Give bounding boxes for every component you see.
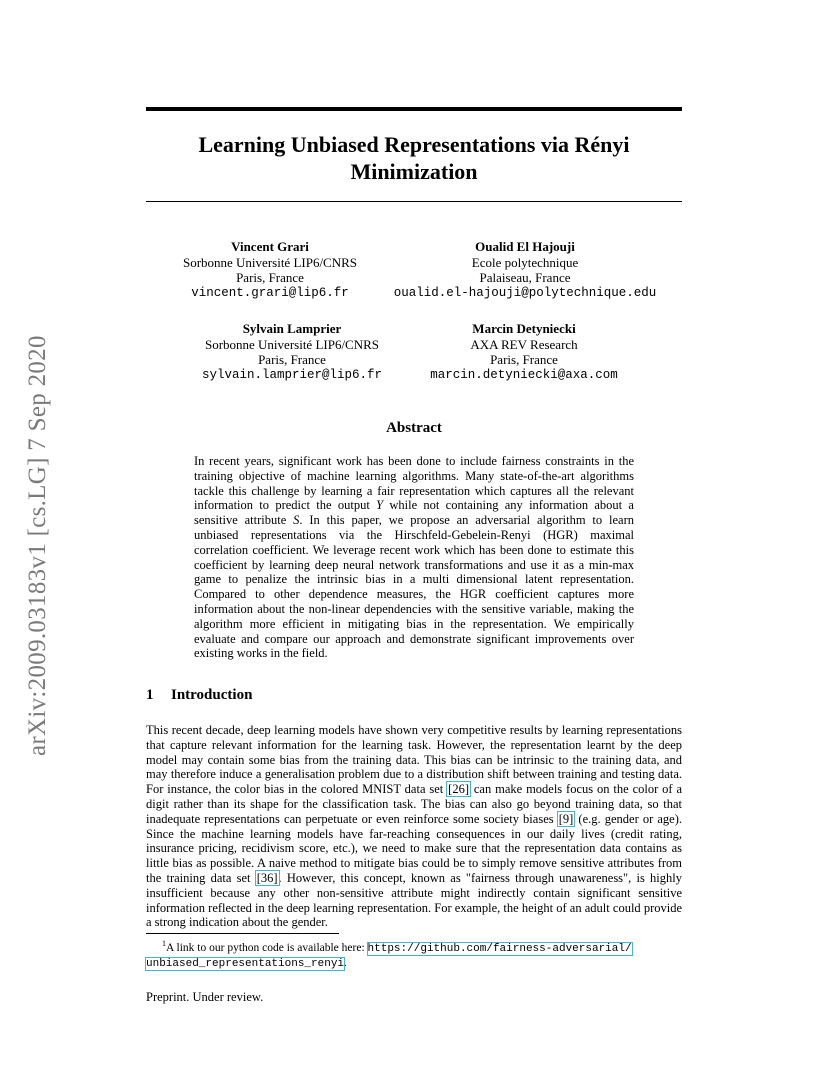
- paper-title: Learning Unbiased Representations via Rényi Minimization: [198, 132, 630, 184]
- citation-link[interactable]: [36]: [256, 870, 278, 885]
- footnote-text: A link to our python code is available here:: [166, 941, 368, 954]
- author-email[interactable]: sylvain.lamprier@lip6.fr: [201, 367, 383, 382]
- abstract-part: while not containing any information about a sensitive attribute: [194, 498, 634, 528]
- title-rule-bottom: [146, 201, 682, 202]
- abstract-part: In recent years, significant work has been done to include fairness constraints in the training objective of machine learning algorithms. Many state-of-the-art algorithms tackle this challenge by learning a fair representation which captures all the relevant information to predict the output: [194, 454, 634, 513]
- author-location: Palaiseau, France: [479, 270, 571, 285]
- author-affiliation: AXA REV Research: [470, 336, 578, 352]
- author-email[interactable]: vincent.grari@lip6.fr: [191, 285, 349, 300]
- author-block: [386, 239, 664, 301]
- author-location: Paris, France: [258, 352, 326, 367]
- body-part: . However, this concept, known as "fairness through unawareness", is highly insufficient because any other non-sensitive attribute might indirectly contain significant sensitive information reflected in the deep learning representation. For example, the height of an adult could provide a strong indication about the gender.: [146, 870, 682, 930]
- author-email[interactable]: marcin.detyniecki@axa.com: [430, 367, 618, 382]
- author-block: [420, 321, 628, 383]
- title-rule-top: [146, 107, 682, 111]
- author-name: Sylvain Lamprier: [242, 321, 342, 336]
- section-heading: [146, 687, 252, 704]
- author-block: [160, 239, 380, 301]
- author-name: Marcin Detyniecki: [472, 321, 576, 336]
- citation-link[interactable]: [9]: [558, 811, 574, 826]
- author-name: Oualid El Hajouji: [475, 239, 575, 254]
- author-location: Paris, France: [236, 270, 304, 285]
- citation-link[interactable]: [26]: [448, 782, 469, 797]
- author-affiliation: Sorbonne Université LIP6/CNRS: [204, 336, 380, 352]
- arxiv-stamp[interactable]: arXiv:2009.03183v1 [cs.LG] 7 Sep 2020: [24, 335, 51, 756]
- footnote-mark: 1: [162, 939, 166, 948]
- abstract-part: . In this paper, we propose an adversarial algorithm to learn unbiased representations via the Hirschfeld-Gebelein-Renyi (HGR) maximal correlation coefficient. We leverage recent work which has been done to estimate this coefficient by learning deep neural network transformations and use it as a min-max game to penalize the intrinsic bias in a multi dimensional latent representation. Compared to other dependence measures, the HGR coefficient captures more information about the non-linear dependencies with the sensitive variable, making the algorithm more efficient in mitigating bias in the representation. We empirically evaluate and compare our approach and demonstrate significant improvements over existing works in the field.: [194, 513, 634, 661]
- preprint-notice: Preprint. Under review.: [146, 990, 264, 1004]
- body-part: can make models focus on the color of a digit rather than its shape for the classification task. The bias can also go beyond training data, so that inadequate representations can perpetuate or even reinforce some society biases: [146, 782, 682, 826]
- author-block: [180, 321, 404, 383]
- footnote-rule: [146, 933, 339, 934]
- intro-paragraph: [146, 723, 682, 930]
- abstract-heading: Abstract: [386, 420, 442, 436]
- code-link[interactable]: unbiased_representations_renyi: [146, 957, 345, 970]
- math-variable-y: Y: [376, 498, 384, 513]
- footnote: [146, 937, 682, 971]
- section-number: 1: [146, 687, 154, 703]
- code-link[interactable]: https://github.com/fairness-adversarial/: [367, 942, 632, 955]
- author-affiliation: Sorbonne Université LIP6/CNRS: [182, 254, 358, 270]
- body-part: (e.g. gender or age). Since the machine learning models have far-reaching consequences in our daily lives (credit rating, insurance pricing, recidivism score, etc.), we need to make sure that the representation data contains as little bias as possible. A naive method to mitigate bias could be to simply remove sensitive attributes from the training data set: [146, 811, 682, 885]
- body-part: This recent decade, deep learning models have shown very competitive results by learning representations that capture relevant information for the learning task. However, the representation learnt by the deep model may contain some bias from the training data. This bias can be intrinsic to the training data, and may therefore induce a generalisation problem due to a distribution shift between training and testing data. For instance, the color bias in the colored MNIST data set: [146, 723, 682, 797]
- author-name: Vincent Grari: [231, 239, 309, 254]
- footnote-end: .: [344, 956, 347, 969]
- author-email[interactable]: oualid.el-hajouji@polytechnique.edu: [393, 285, 657, 300]
- author-affiliation: Ecole polytechnique: [471, 254, 579, 270]
- section-title: Introduction: [171, 687, 253, 703]
- math-variable-s: S: [293, 513, 300, 528]
- author-location: Paris, France: [490, 352, 558, 367]
- abstract-text: [194, 454, 634, 661]
